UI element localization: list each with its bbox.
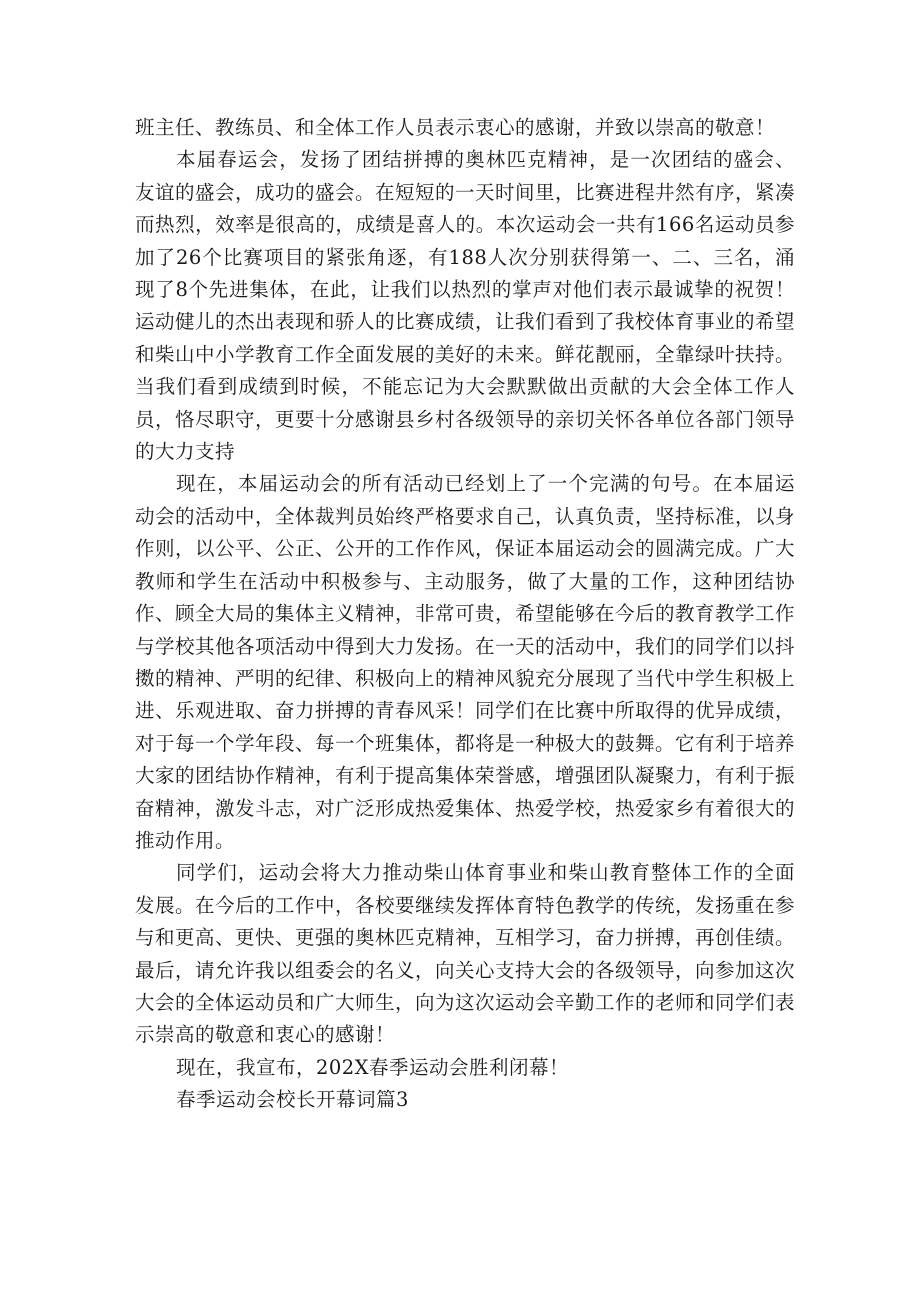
paragraph-future-development: 同学们，运动会将大力推动柴山体育事业和柴山教育整体工作的全面发展。在今后的工作中，各校要继续发挥体育特色教学的传统，发扬重在参与和更高、更快、更强的奥林匹克精神，互相学习，奋力拼搏，再创佳绩。最后，请允许我以组委会的名义，向关心支持大会的各级领导，向参加这次大会的全体运动员和广大师生，向为这次运动会辛勤工作的老师和同学们表示崇高的敬意和衷心的感谢！ [135,861,796,1047]
paragraph-games-summary: 本届春运会，发扬了团结拼搏的奥林匹克精神，是一次团结的盛会、友谊的盛会，成功的盛会。在短短的一天时间里，比赛进程井然有序，紧凑而热烈，效率是很高的，成绩是喜人的。本次运动会一共有166名运动员参加了26个比赛项目的紧张角逐，有188人次分别获得第一、二、三名，涌现了8个先进集体，在此，让我们以热烈的掌声对他们表示最诚挚的祝贺！运动健儿的杰出表现和骄人的比赛成绩，让我们看到了我校体育事业的希望和柴山中小学教育工作全面发展的美好的未来。鲜花靓丽，全靠绿叶扶持。当我们看到成绩到时候，不能忘记为大会默默做出贡献的大会全体工作人员，恪尽职守，更要十分感谢县乡村各级领导的亲切关怀各单位各部门领导的大力支持 [135,148,796,464]
paragraph-closing-thanks: 班主任、教练员、和全体工作人员表示衷心的感谢，并致以崇高的敬意！ [135,116,776,139]
document-body [135,112,795,1117]
section-heading: 春季运动会校长开幕词篇3 [175,1088,409,1112]
paragraph-closing-declaration: 现在，我宣布，202X春季运动会胜利闭幕！ [175,1055,570,1079]
paragraph-activities-review: 现在，本届运动会的所有活动已经划上了一个完满的句号。在本届运动会的活动中，全体裁判员始终严格要求自己，认真负责，坚持标准，以身作则，以公平、公正、公开的工作作风，保证本届运动会的圆满完成。广大教师和学生在活动中积极参与、主动服务，做了大量的工作，这种团结协作、顾全大局的集体主义精神，非常可贵，希望能够在今后的教育教学工作与学校其他各项活动中得到大力发扬。在一天的活动中，我们的同学们以抖擞的精神、严明的纪律、积极向上的精神风貌充分展现了当代中学生积极上进、乐观进取、奋力拼搏的青春风采！同学们在比赛中所取得的优异成绩，对于每一个学年段、每一个班集体，都将是一种极大的鼓舞。它有利于培养大家的团结协作精神，有利于提高集体荣誉感，增强团队凝聚力，有利于振奋精神，激发斗志，对广泛形成热爱集体、热爱学校，热爱家乡有着很大的推动作用。 [135,472,796,852]
